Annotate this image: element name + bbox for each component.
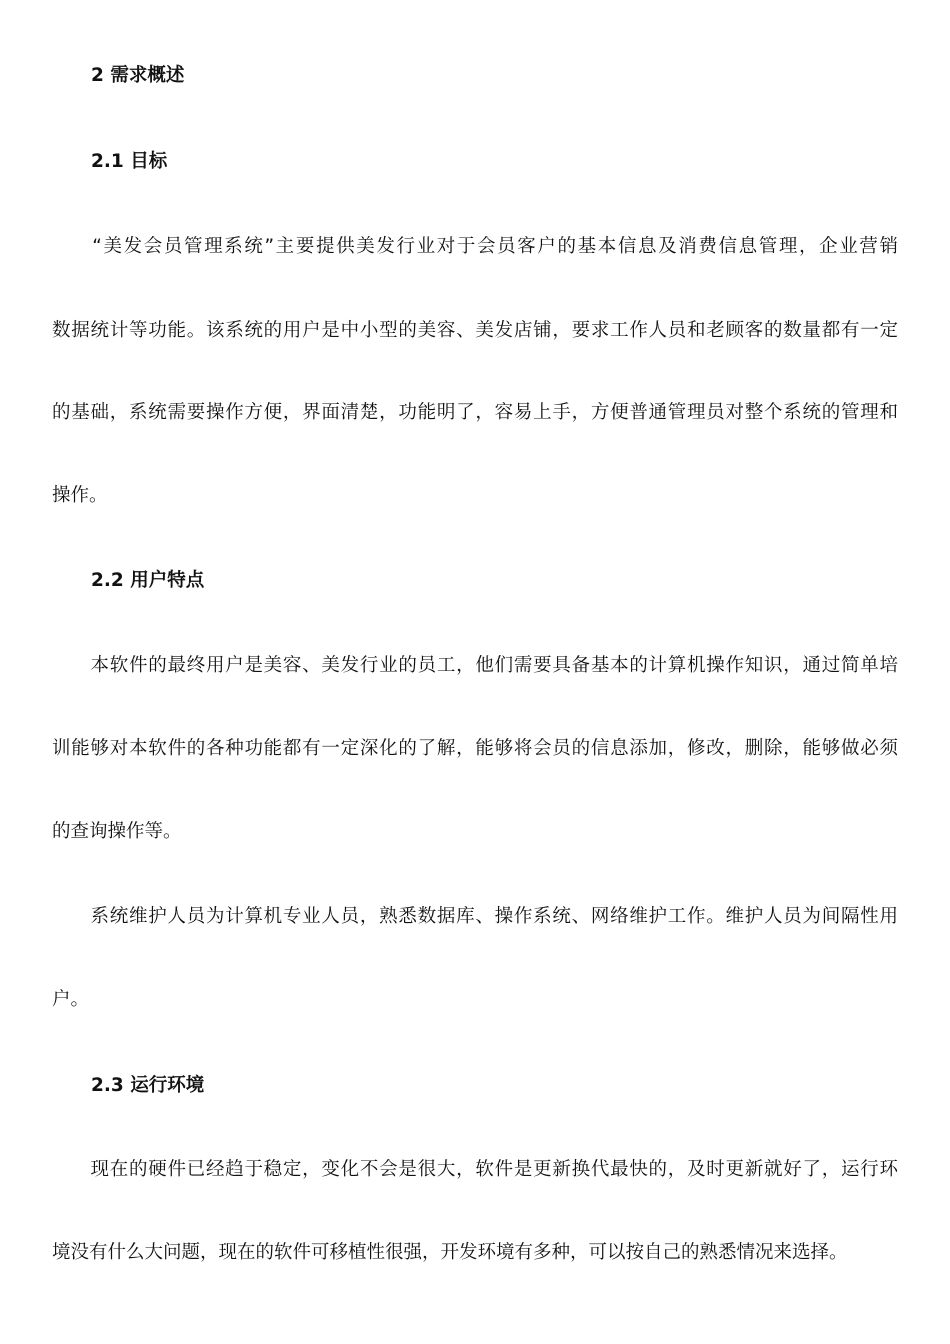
maintainers-paragraph-line: 系统维护人员为计算机专业人员，熟悉数据库、操作系统、网络维护工作。维护人员为间隔性用 [52,906,898,927]
goal-paragraph-line: “美发会员管理系统”主要提供美发行业对于会员客户的基本信息及消费信息管理，企业营销 [52,236,898,257]
section-heading-2-3: 2.3 运行环境 [91,1075,205,1096]
goal-paragraph-line: 的基础，系统需要操作方便，界面清楚，功能明了，容易上手，方便普通管理员对整个系统的管理和 [52,402,898,423]
environment-paragraph-line: 境没有什么大问题，现在的软件可移植性很强，开发环境有多种，可以按自己的熟悉情况来选择。 [52,1242,848,1263]
section-heading-2-1: 2.1 目标 [91,151,168,172]
maintainers-paragraph-line: 户。 [52,989,90,1010]
goal-paragraph-line: 操作。 [52,485,108,506]
section-heading-2-2: 2.2 用户特点 [91,570,205,591]
goal-paragraph-line: 数据统计等功能。该系统的用户是中小型的美容、美发店铺，要求工作人员和老顾客的数量都有一定 [52,320,898,341]
section-heading-2: 2 需求概述 [91,65,185,86]
users-paragraph-line: 本软件的最终用户是美容、美发行业的员工，他们需要具备基本的计算机操作知识，通过简单培 [52,655,898,676]
environment-paragraph-line: 现在的硬件已经趋于稳定，变化不会是很大，软件是更新换代最快的，及时更新就好了，运行环 [52,1159,898,1180]
users-paragraph-line: 的查询操作等。 [52,821,182,842]
users-paragraph-line: 训能够对本软件的各种功能都有一定深化的了解，能够将会员的信息添加，修改，删除，能够做必须 [52,738,898,759]
